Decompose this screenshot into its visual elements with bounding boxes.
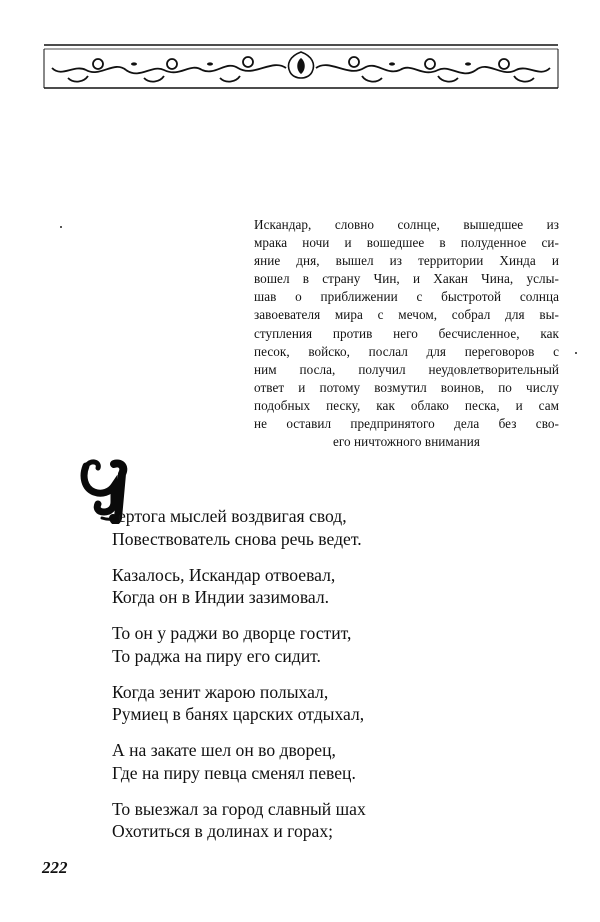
summary-line: вошел в страну Чин, и Хакан Чина, услы- <box>254 271 559 287</box>
summary-line: яние дня, вышел из территории Хинда и <box>254 253 559 269</box>
summary-line: завоевателя мира с мечом, собрал для вы- <box>254 307 559 323</box>
poem-line: Когда он в Индии зазимовал. <box>112 587 330 608</box>
summary-line: подобных песку, как облако песка, и сам <box>254 397 559 413</box>
ornament-border-icon <box>40 42 562 90</box>
chapter-summary <box>254 216 559 451</box>
poem-line: Повествователь снова речь ведет. <box>112 528 362 549</box>
print-speck <box>575 352 577 354</box>
stanza <box>112 622 532 667</box>
poem-line: Казалось, Искандар отвоевал, <box>112 564 336 585</box>
summary-line: его ничтожного внимания <box>333 434 480 450</box>
stanza <box>112 681 532 726</box>
poem-line: Румиец в банях царских отдыхал, <box>112 704 365 725</box>
poem-line: Когда зенит жарою полыхал, <box>112 681 329 702</box>
page-number: 222 <box>42 858 68 877</box>
summary-line: не оставил предпринятого дела без сво- <box>254 416 559 432</box>
summary-line: ступления против него бесчисленное, как <box>254 325 559 341</box>
poem-line: А на закате шел он во дворец, <box>112 740 336 761</box>
summary-line: ним посла, получил неудовлетворительный <box>254 361 559 377</box>
stanza <box>112 564 532 609</box>
stanza <box>112 739 532 784</box>
stanza <box>112 798 532 843</box>
summary-line: шав о приближении с быстротой солнца <box>254 289 559 305</box>
stanza <box>112 505 532 550</box>
print-speck <box>60 226 62 228</box>
summary-line: Искандар, словно солнце, вышедшее из <box>254 217 559 232</box>
summary-line: мрака ночи и вошедшее в полуденное си- <box>254 235 559 251</box>
poem-line: Где на пиру певца сменял певец. <box>112 762 356 783</box>
poem-line: Охотиться в долинах и горах; <box>112 821 334 842</box>
summary-line: песок, войско, послал для переговоров с <box>254 343 559 359</box>
poem-line: То раджа на пиру его сидит. <box>112 645 321 666</box>
poem-line: ертога мыслей воздвигая свод, <box>118 506 347 526</box>
summary-line: ответ и потому возмутил воинов, по числу <box>254 379 559 395</box>
poem-body <box>112 505 532 857</box>
poem-line: То выезжал за город славный шах <box>112 798 366 819</box>
poem-line: То он у раджи во дворце гостит, <box>112 623 352 644</box>
